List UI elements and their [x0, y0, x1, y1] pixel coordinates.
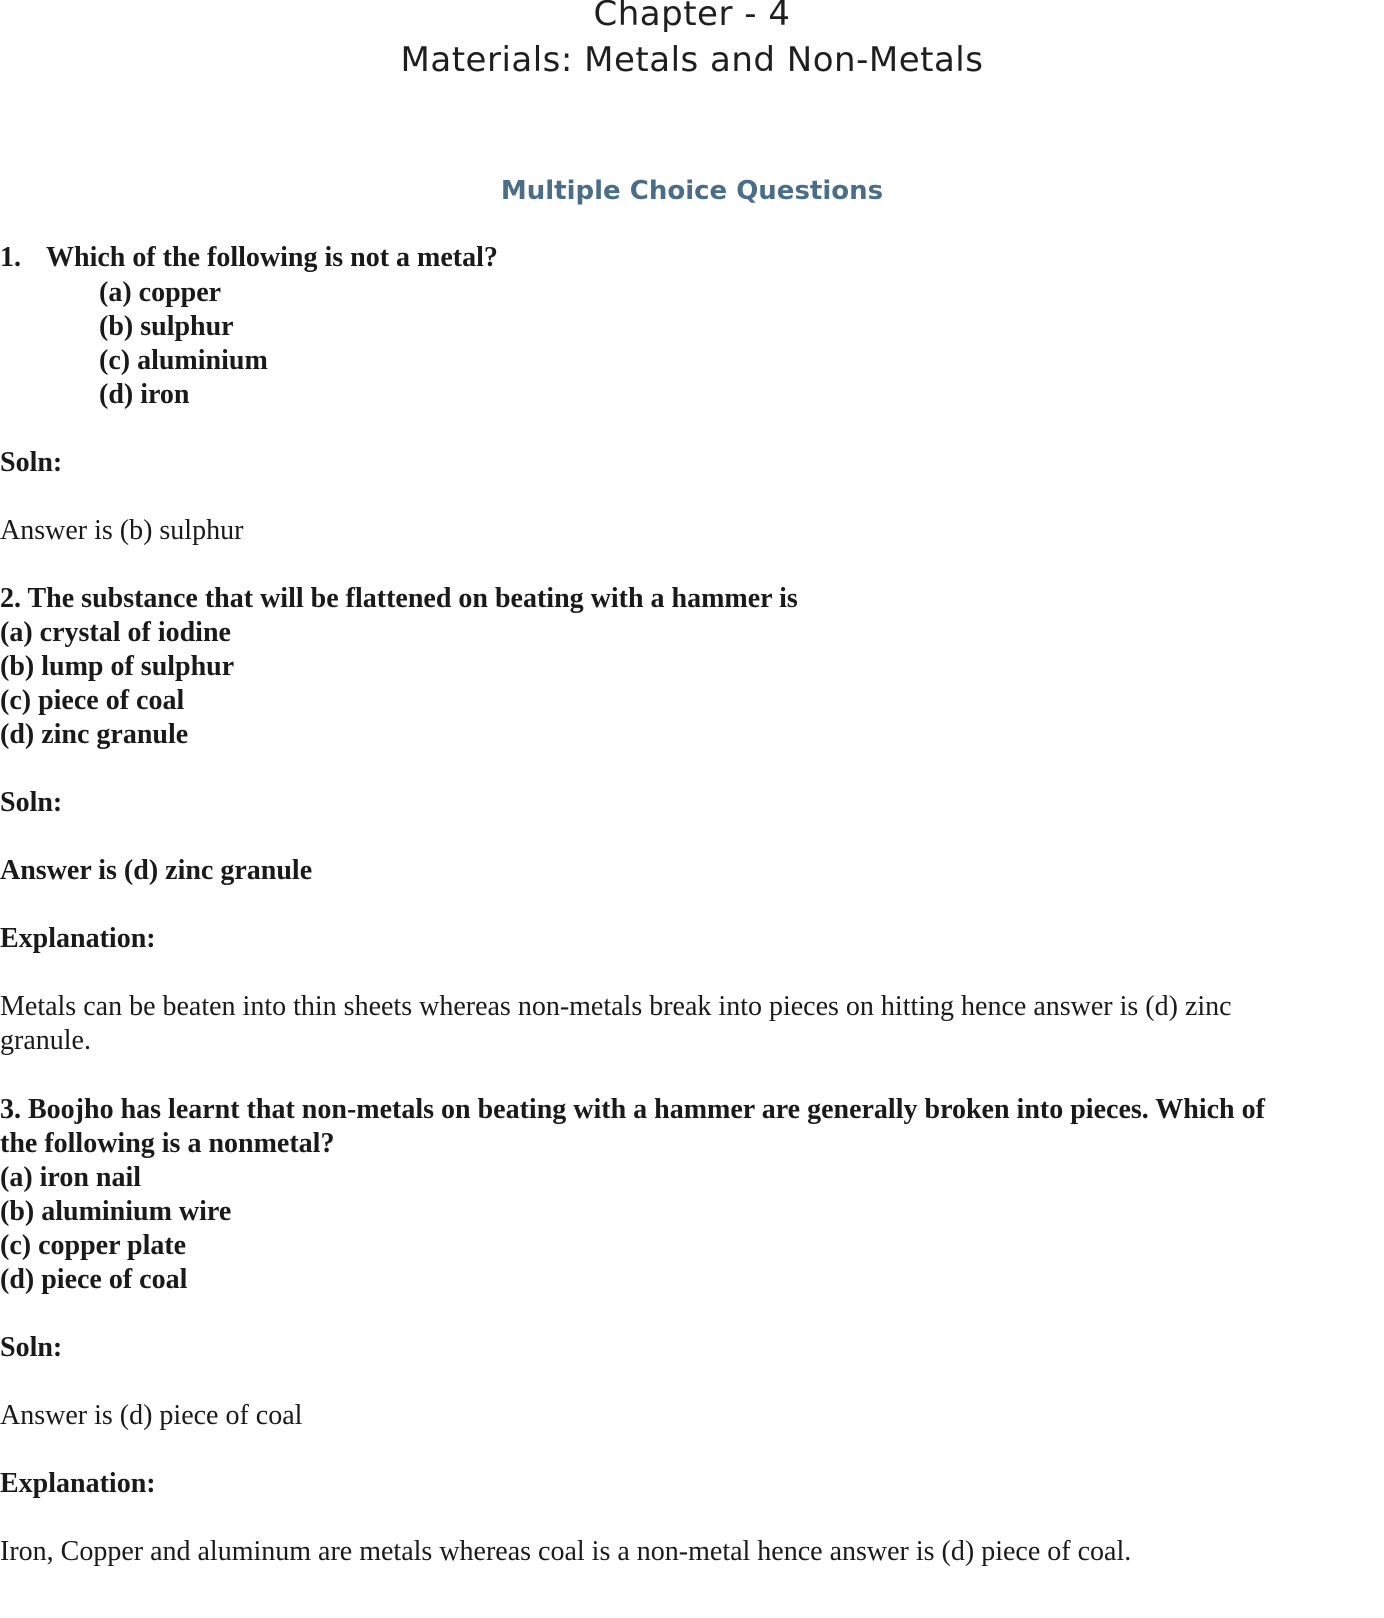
question-2-text: 2. The substance that will be flattened on beating with a hammer is	[0, 583, 798, 614]
question-1	[0, 241, 498, 275]
question-3-text-line-1: 3. Boojho has learnt that non-metals on beating with a hammer are generally broken into pieces. Which of	[0, 1094, 1265, 1125]
question-2-explanation-line-1: Metals can be beaten into thin sheets whereas non-metals break into pieces on hitting hence answer is (d) zinc	[0, 991, 1232, 1022]
question-2-option-c: (c) piece of coal	[0, 685, 185, 716]
question-1-option-d: (d) iron	[99, 379, 190, 410]
question-3-explanation-label: Explanation:	[0, 1468, 156, 1499]
question-1-option-c: (c) aluminium	[99, 345, 268, 376]
question-3-explanation: Iron, Copper and aluminum are metals whereas coal is a non-metal hence answer is (d) piece of coal.	[0, 1536, 1132, 1567]
question-2-option-a: (a) crystal of iodine	[0, 617, 231, 648]
question-2-explanation-label: Explanation:	[0, 923, 156, 954]
question-3-option-c: (c) copper plate	[0, 1230, 187, 1261]
question-1-answer: Answer is (b) sulphur	[0, 515, 244, 546]
question-3-soln-label: Soln:	[0, 1332, 63, 1363]
question-3-option-d: (d) piece of coal	[0, 1264, 188, 1295]
question-2-explanation-line-2: granule.	[0, 1025, 91, 1056]
section-heading: Multiple Choice Questions	[500, 176, 884, 206]
question-3-text-line-2: the following is a nonmetal?	[0, 1128, 335, 1159]
question-3-option-a: (a) iron nail	[0, 1162, 142, 1193]
question-1-option-b: (b) sulphur	[99, 311, 234, 342]
question-1-text: Which of the following is not a metal?	[46, 242, 498, 273]
question-2-soln-label: Soln:	[0, 787, 63, 818]
question-3-option-b: (b) aluminium wire	[0, 1196, 232, 1227]
question-1-option-a: (a) copper	[99, 277, 222, 308]
question-3-answer: Answer is (d) piece of coal	[0, 1400, 303, 1431]
question-2-option-b: (b) lump of sulphur	[0, 651, 235, 682]
chapter-number: Chapter - 4	[593, 0, 791, 34]
question-2-answer: Answer is (d) zinc granule	[0, 855, 313, 886]
question-1-soln-label: Soln:	[0, 447, 63, 478]
question-1-number: 1.	[0, 242, 21, 273]
chapter-title: Materials: Metals and Non-Metals	[400, 40, 984, 80]
question-2-option-d: (d) zinc granule	[0, 719, 189, 750]
